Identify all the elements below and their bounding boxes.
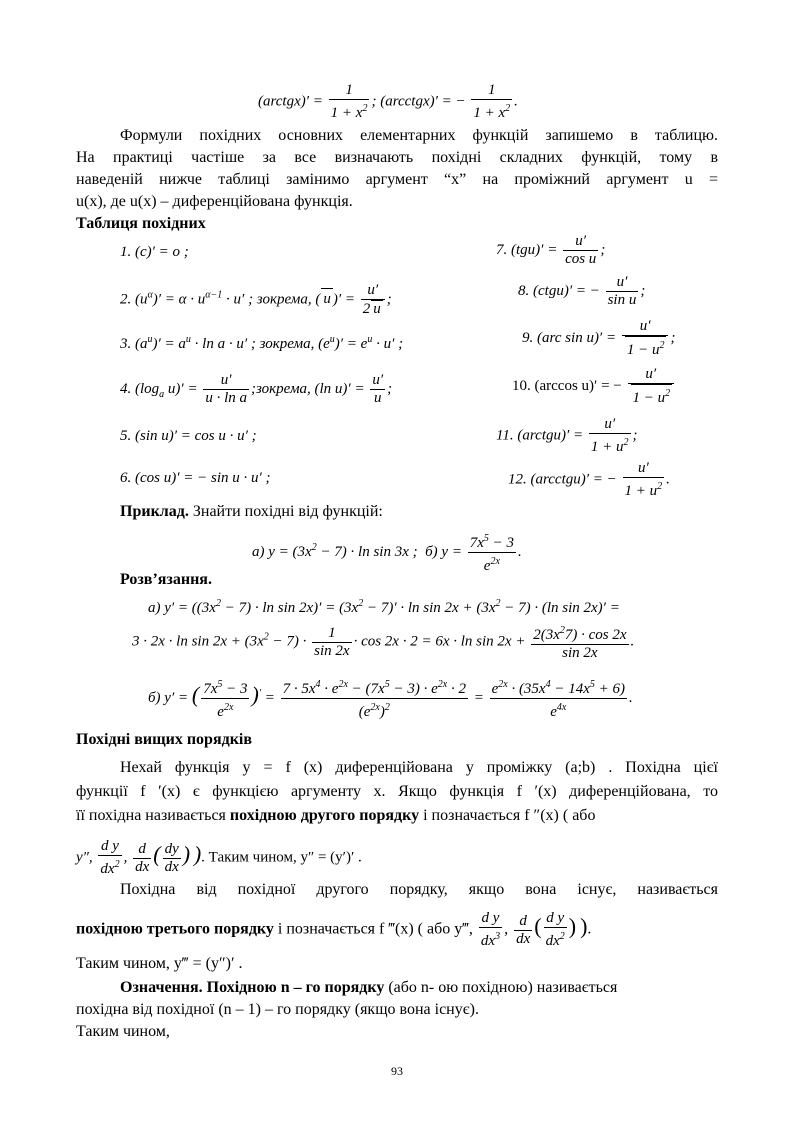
lhs: 12. (arcctgu)′ = − xyxy=(508,471,617,488)
higher-title: Похідні вищих порядків xyxy=(76,731,253,748)
lhs: 10. (arccos u)′ = − xyxy=(512,377,622,394)
higher-p8 xyxy=(120,978,718,998)
part-a: 3. (a xyxy=(120,336,148,352)
p4: − 7) · (ln sin 2x)′ = xyxy=(500,600,620,616)
denominator: sin 2x xyxy=(314,642,350,659)
fraction xyxy=(606,274,639,309)
table-row-2-right: 8. (ctgu)′ = − $\frac{u'}{\text{sin u}}$ ; xyxy=(518,274,646,308)
table-title: Таблиця похідних xyxy=(76,215,206,232)
denominator: $1 - u^2$ xyxy=(622,336,669,359)
part-b: u)′ = xyxy=(164,380,198,397)
page-number: 93 xyxy=(391,1064,403,1078)
denominator xyxy=(606,292,639,309)
den: e xyxy=(550,704,557,720)
n4: + 6) xyxy=(594,681,625,697)
table-row-4-right xyxy=(512,366,676,407)
numerator: 1 xyxy=(312,625,351,643)
fraction xyxy=(203,372,249,407)
top-formula: (arctgx)′ = $\frac{1}{1 + x^2}$ ; (arcctgx)′ = − $\frac{1}{1 + x^2}$ . xyxy=(258,82,518,121)
p6a: похідною третього порядку xyxy=(76,920,274,938)
denominator xyxy=(563,251,598,268)
solution-a-line1: а) $y' = ((3x^2 - 7) \cdot \ln \sin 2x)' = (3x^2 - 7)' \cdot \ln \sin 2x + (3x^2 - 7) \cdot (\ln$ sin 2x)′ = xyxy=(148,598,620,616)
p3b: похідною другого порядку xyxy=(229,807,420,824)
den-text: 1 + x xyxy=(330,105,363,121)
lhs: 8. (ctgu)′ = − xyxy=(518,282,600,299)
table-row-3-right: 9. (arc sin u)′ = $\frac{u'}{1 - u^2}$ ; xyxy=(522,318,676,358)
part-e: · u′ ; xyxy=(372,336,404,352)
denominator: $1 + x^2$ xyxy=(473,103,511,121)
d2: ) xyxy=(379,704,385,720)
higher-p5: Похідна від похідної другого порядку, якщо вона існує, називається xyxy=(120,881,718,898)
denominator: u · ln a xyxy=(205,390,247,406)
table-row-5-left: 5. (sin u)′ = cos u · u′ ; xyxy=(120,428,257,444)
p1: 3 · 2x · ln sin 2x + (3x xyxy=(132,633,264,650)
example-functions: а) $y = (3x^2 - 7) \cdot \ln \sin 3x$ ; б) y = $\frac{7x^5 - 3}{e^{2x}}$ . xyxy=(252,530,522,575)
part-d: )′ = e xyxy=(334,336,368,352)
fraction: $\frac{e^{2x} \cdot (35x^4 - 14x^5 + 6)}{e^{4x}}$ xyxy=(490,676,627,721)
table-row-3-left: 3. $(a^u)' = a^u \cdot \ln a \cdot u'$ ; зокрема, $(e^u)' = e^u \cdot u'$ ; xyxy=(120,334,404,352)
den-text: 2 xyxy=(362,301,371,317)
p3: · cos 2x · 2 = 6x · ln sin 2x + xyxy=(353,633,526,650)
p4b: . Таким чином, y″ = (y′)′ . xyxy=(201,849,362,866)
sqrt-u: u xyxy=(321,288,333,309)
num-a: 7x xyxy=(469,535,484,551)
higher-p6: похідною третього порядку і позначається f ‴(x) ( або y‴, $\frac{\text{d y}}{dx^3}$ , $\frac{d}{dx}$ ( $\frac{\text{d y}}{dx^2}$ ) ). xyxy=(76,910,592,949)
den: e xyxy=(217,704,224,720)
p2: − 7) · xyxy=(268,633,307,650)
n1: 7 · 5x xyxy=(282,681,316,697)
part-a: 4. (log xyxy=(120,380,160,397)
fraction xyxy=(312,625,351,660)
lhs: 11. (arctgu)′ = xyxy=(496,427,584,444)
intro-line-1: Формули похідних основних елементарних функцій запишемо в таблицю. xyxy=(120,127,718,144)
fraction xyxy=(628,366,675,407)
num-a: 2(3x xyxy=(533,627,560,643)
den: e xyxy=(483,558,491,574)
table-row-2-left: 2. $(u^\alpha)' = \alpha \cdot u^{\alpha-1} \cdot u'$ ; зокрема, ( u )′ = $\frac{u'}{2 u}$ ; xyxy=(120,282,392,317)
table-row-1-left: 1. (c)′ = o ; xyxy=(120,244,189,260)
func-a2: − 7) · ln sin 3x ; xyxy=(316,543,418,560)
p3: − 7)′ · ln sin 2x + (3x xyxy=(363,600,496,616)
den-text: 1 + x xyxy=(473,105,506,121)
p3c: і позначається f ″(x) ( або xyxy=(419,807,596,824)
higher-p4: y″, $\frac{\text{d y}}{dx^2}$ , $\frac{d}{dx}$ ( $\frac{dy}{dx}$ ) ). Таким чином, y″ = (y′)′ . xyxy=(76,838,362,877)
table-row-4-left: 4. ($\log_a$ u)′ = $\frac{u'}{\text{u · ln a}}$ ;зокрема, (ln u)′ = $\frac{u'}{u}$ ; xyxy=(120,372,393,406)
lhs: 7. (tgu)′ = xyxy=(496,241,558,258)
part-c: · u′ ; зокрема, ( xyxy=(222,291,321,308)
fraction: $\frac{7x^5 - 3}{e^{2x}}$ xyxy=(201,676,249,721)
fraction xyxy=(589,416,631,456)
part-e: )′ = xyxy=(332,291,355,308)
higher-p1: Нехай функція y = f (x) диференційована у проміжку (a;b) . Похідна цієї xyxy=(120,759,718,776)
intro-line-3: наведеній нижче таблиці замінимо аргумент “x” на проміжний аргумент u = xyxy=(76,171,718,188)
denominator: dx xyxy=(164,858,179,875)
example-line xyxy=(120,502,383,522)
d: dx xyxy=(100,861,115,877)
intro-line-2: На практиці частіше за все визначають похідні складних функцій, тому в xyxy=(76,149,718,166)
n2: · e xyxy=(320,681,339,697)
denominator: 2 u xyxy=(362,301,381,317)
higher-p10: Таким чином, xyxy=(76,1023,170,1040)
table-row-5-right: 11. (arctgu)′ = $\frac{u'}{1 + u^2}$ ; xyxy=(496,416,638,455)
p3a: її похідна називається xyxy=(76,807,230,824)
fraction: $\frac{\text{d y}}{dx^2}$ xyxy=(545,910,565,949)
denominator: $1 + u^2$ xyxy=(590,437,629,455)
d: dx xyxy=(545,933,560,949)
n3: − 14x xyxy=(550,681,590,697)
example-text: Знайти похідні від функцій: xyxy=(188,503,383,520)
n5: · 2 xyxy=(447,681,466,697)
numerator: u′ xyxy=(563,233,598,251)
denominator: $1 + x^2$ xyxy=(330,103,368,121)
n: d y xyxy=(546,910,565,926)
lhs: 9. (arc sin u)′ = xyxy=(522,329,617,346)
fraction xyxy=(329,82,370,122)
numerator: 1 xyxy=(471,82,512,100)
fraction: $\frac{\text{d y}}{dx^3}$ xyxy=(480,910,501,949)
fraction xyxy=(622,318,669,359)
n2: · (35x xyxy=(507,681,546,697)
func-b: б) y = xyxy=(425,543,462,560)
table-row-1-right: 7. (tgu)′ = $\frac{u'}{\text{cos u}}$ ; xyxy=(496,233,606,267)
part-b: )′ = a xyxy=(152,336,186,352)
fraction xyxy=(133,841,151,876)
numerator: u′ xyxy=(623,460,665,478)
solution-a-line2: $3 \cdot 2x \cdot \ln \sin 2x + (3x^2 - 7)$ · $\frac{1}{\sin 2x}$ · cos 2x · 2 = 6x · ln sin 2x + $\frac{2(3x^27) \cdot \cos 2x}{\sin 2x}$ . xyxy=(132,622,634,662)
fraction xyxy=(471,82,512,122)
solution-label: Розв’язання. xyxy=(120,571,212,588)
numerator: u′ xyxy=(628,366,675,384)
table-row-6-left: 6. (cos u)′ = − sin u · u′ ; xyxy=(120,470,271,486)
higher-p3 xyxy=(76,806,718,826)
den-text: 1 − u xyxy=(632,390,666,406)
part-c: ;зокрема, (ln u)′ = xyxy=(251,380,365,397)
numerator: d xyxy=(514,913,532,931)
fraction: $\frac{\text{d y}}{dx^2}$ xyxy=(100,838,120,877)
fraction: $\frac{7x^5 - 3}{e^{2x}}$ xyxy=(468,530,516,575)
func-a: а) y = (3x xyxy=(252,543,312,560)
part-c: · ln a · u′ ; зокрема, (e xyxy=(190,336,330,352)
fraction xyxy=(361,282,385,318)
num-b: 7) · cos 2x xyxy=(564,627,627,643)
p4a: y″, xyxy=(76,849,93,866)
denominator: u xyxy=(373,390,382,406)
n4: − 3) · e xyxy=(389,681,438,697)
p2: − 7) · ln sin 2x)′ = (3x xyxy=(220,600,359,616)
denominator: dx xyxy=(135,858,150,875)
denominator: dx xyxy=(516,930,531,947)
num-a: 7x xyxy=(203,681,218,697)
fraction xyxy=(370,372,385,407)
denominator: $1 + u^2$ xyxy=(624,481,663,499)
p8a: Означення. Похідною n – го порядку xyxy=(120,979,385,996)
d: dx xyxy=(480,933,496,949)
fraction xyxy=(563,233,598,268)
arctg-lhs: (arctgx)′ = xyxy=(258,93,323,110)
fraction xyxy=(514,913,532,948)
n: d y xyxy=(101,838,119,854)
solution-b-line: б) y′ = ( $\frac{7x^5 - 3}{e^{2x}}$ )′ = $\frac{7 \cdot 5x^4 \cdot e^{2x} - (7x^5 - 3) \cdot e^{2x} \cdot 2}{(e^{2x})^2}$ = $\frac{e^{2x} \cdot (35x^4 - 14x^5 + 6)}{e^{4x}}$ . xyxy=(148,676,633,721)
part-b: )′ = α · u xyxy=(152,291,206,308)
d1: (e xyxy=(358,704,371,720)
higher-p9: похідна від похідної (n – 1) – го порядку (якщо вона існує). xyxy=(76,1001,479,1018)
arcctg-lhs: (arcctgx)′ = − xyxy=(380,93,466,110)
numerator: u′ xyxy=(372,372,384,388)
n1: e xyxy=(491,681,499,697)
part-a: 2. (u xyxy=(120,291,148,308)
lhs: б) y′ = xyxy=(148,689,189,706)
numerator: d xyxy=(133,841,151,859)
p8b: (або n- ою похідною) називається xyxy=(384,979,618,996)
fraction xyxy=(623,460,665,500)
table-row-6-right: 12. (arcctgu)′ = − $\frac{u'}{1 + u^2}$ . xyxy=(508,460,670,499)
den-text: 1 − u xyxy=(626,342,660,358)
fraction: $\frac{2(3x^27) \cdot \cos 2x}{\sin 2x}$ xyxy=(531,622,628,662)
denominator: $1 - u^2$ xyxy=(628,384,675,407)
numerator: u′ xyxy=(361,282,385,300)
numerator: 1 xyxy=(329,82,370,100)
example-label: Приклад. xyxy=(120,503,189,520)
numerator: u′ xyxy=(606,274,639,292)
p6b: і позначається f ‴(x) ( або y‴, xyxy=(273,920,473,938)
num-b: − 3 xyxy=(488,535,515,551)
numerator: u′ xyxy=(589,416,631,434)
numerator xyxy=(98,838,121,856)
den-text: sin u xyxy=(607,292,637,308)
den-text: 1 + u xyxy=(624,483,658,499)
fraction xyxy=(163,841,181,876)
den-text: 1 + u xyxy=(590,439,624,455)
den-text: cos u xyxy=(565,251,597,267)
intro-line-4: u(x), де u(x) – диференційована функція. xyxy=(76,193,353,210)
n: d y xyxy=(481,910,500,926)
numerator: dy xyxy=(164,840,179,857)
num-b: − 3 xyxy=(222,681,248,697)
n3: − (7x xyxy=(347,681,385,697)
p1: а) y′ = ((3x xyxy=(148,600,216,616)
numerator: u′ xyxy=(203,372,249,390)
numerator: u′ xyxy=(622,318,669,336)
denominator: sin 2x xyxy=(562,645,598,661)
higher-p7: Таким чином, y‴ = (y″)′ . xyxy=(76,955,243,972)
higher-p2: функції f ′(x) є функцією аргументу x. Якщо функція f ′(x) диференційована, то xyxy=(76,783,718,800)
fraction: $\frac{7 \cdot 5x^4 \cdot e^{2x} - (7x^5 - 3) \cdot e^{2x} \cdot 2}{(e^{2x})^2}$ xyxy=(281,676,468,721)
